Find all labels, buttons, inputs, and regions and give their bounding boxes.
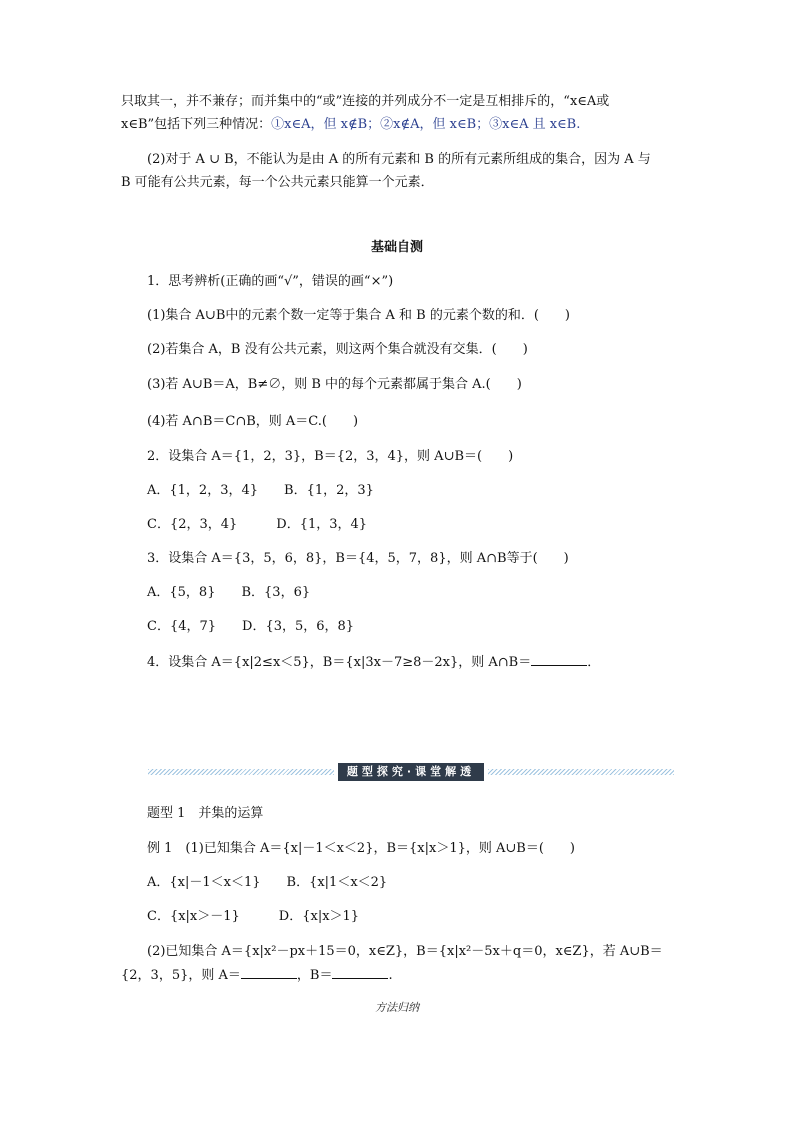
q1-item-2: (2)若集合 A，B 没有公共元素，则这两个集合就没有交集．( )	[147, 342, 528, 357]
part2-lead: {2，3，5}，则 A＝	[121, 968, 241, 983]
example1-part2-line2	[121, 966, 393, 985]
part2-mid: ，B＝	[296, 968, 333, 983]
section-banner	[148, 763, 674, 781]
q4-line	[147, 653, 600, 672]
banner-hatch-right	[488, 769, 674, 775]
banner-label: 题型探究·课堂解透	[338, 763, 484, 781]
q2-stem: 2．设集合 A＝{1，2，3}，B＝{2，3，4}，则 A∪B＝( )	[147, 449, 514, 464]
q2-options-ab: A．{1，2，3，4} B．{1，2，3}	[147, 483, 374, 498]
q1-stem: 1．思考辨析(正确的画“√”，错误的画“×”)	[147, 274, 394, 289]
method-summary-heading: 方法归纳	[375, 1001, 419, 1014]
example1-part2-line1: (2)已知集合 A＝{x|x²－px＋15＝0，x∈Z}，B＝{x|x²－5x＋q＝0，x∈Z}，若 A∪B＝	[147, 944, 663, 959]
example1-stem: 例 1 (1)已知集合 A＝{x|－1＜x＜2}，B＝{x|x＞1}，则 A∪B＝( )	[147, 841, 575, 856]
intro-line-3: (2)对于 A ∪ B，不能认为是由 A 的所有元素和 B 的所有元素所组成的集合，因为 A 与	[147, 152, 651, 167]
q3-options-ab: A．{5，8} B．{3，6}	[147, 585, 311, 600]
q3-stem: 3．设集合 A＝{3，5，6，8}，B＝{4，5，7，8}，则 A∩B等于( )	[147, 551, 569, 566]
intro-line-2	[121, 116, 580, 134]
q3-options-cd: C．{4，7} D．{3，5，6，8}	[147, 619, 355, 634]
answer-b-blank[interactable]	[332, 966, 388, 979]
q4-end: ．	[587, 655, 601, 670]
banner-hatch-left	[148, 769, 334, 775]
q1-item-1: (1)集合 A∪B中的元素个数一定等于集合 A 和 B 的元素个数的和．( )	[147, 308, 570, 323]
type1-title: 题型 1 并集的运算	[147, 806, 264, 821]
q1-item-3: (3)若 A∪B＝A，B≠∅，则 B 中的每个元素都属于集合 A.( )	[147, 377, 522, 392]
answer-a-blank[interactable]	[241, 966, 297, 979]
intro-line-2-lead: x∈B”包括下列三种情况：	[121, 117, 272, 132]
q1-item-4: (4)若 A∩B＝C∩B，则 A＝C.( )	[147, 414, 359, 429]
q4-answer-blank[interactable]	[531, 653, 587, 666]
example1-options-ab: A．{x|－1＜x＜1} B．{x|1＜x＜2}	[147, 875, 388, 890]
intro-line-1: 只取其一，并不兼存；而并集中的“或”连接的并列成分不一定是互相排斥的，“x∈A或	[121, 94, 610, 109]
q2-options-cd: C．{2，3，4} D．{1，3，4}	[147, 517, 368, 532]
section-title: 基础自测	[370, 240, 423, 255]
intro-cases: ①x∈A，但 x∉B；②x∉A，但 x∈B；③x∈A 且 x∈B.	[271, 117, 581, 132]
example1-options-cd: C．{x|x＞－1} D．{x|x＞1}	[147, 909, 360, 924]
intro-line-4: B 可能有公共元素，每一个公共元素只能算一个元素．	[121, 175, 434, 190]
q4-stem: 4．设集合 A＝{x|2≤x＜5}，B＝{x|3x－7≥8－2x}，则 A∩B＝	[147, 655, 532, 670]
part2-end: .	[388, 968, 393, 983]
